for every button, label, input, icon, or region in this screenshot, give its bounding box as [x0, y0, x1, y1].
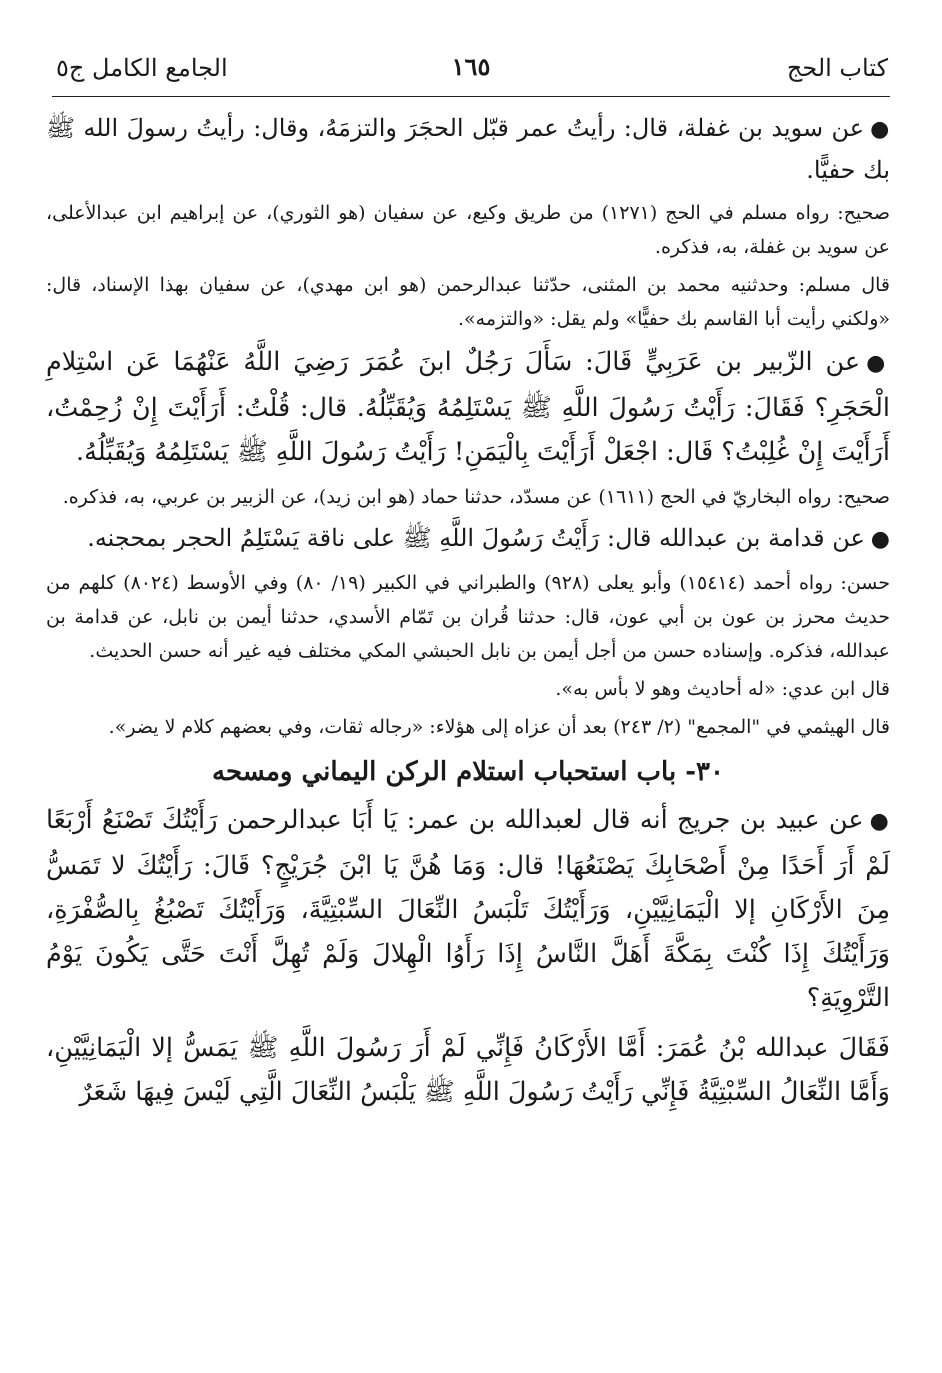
page-number: ١٦٥ [451, 52, 491, 81]
hadith-paragraph [46, 108, 890, 190]
hadith-text: عن سويد بن غفلة، قال: رأيتُ عمر قبّل الحجَرَ والتزمَهُ، وقال: رأيتُ رسولَ الله ﷺ بك حفيًّا. [46, 114, 890, 184]
book-section-title: كتاب الحج [786, 54, 888, 82]
hadith-text: عن الزّبير بن عَرَبِيٍّ قَالَ: سَأَلَ رَجُلٌ ابنَ عُمَرَ رَضِيَ اللَّهُ عَنْهُمَا عَن اسْتِلامِ الْحَجَرِ؟ فَقَالَ: رَأَيْتُ رَسُولَ اللَّهِ ﷺ يَسْتَلِمُهُ وَيُقَبِّلُهُ. قال: قُلْتُ: أَرَأَيْتَ إِنْ زُحِمْتُ، أَرَأَيْتَ إِنْ غُلِبْتُ؟ قَال: اجْعَلْ أَرَأَيْتَ بِالْيَمَنِ! رَأَيْتُ رَسُولَ اللَّهِ ﷺ يَسْتَلِمُهُ وَيُقَبِّلُهُ. [46, 347, 890, 467]
hadith-paragraph [46, 518, 890, 560]
chapter-title: ٣٠- باب استحباب استلام الركن اليماني ومسحه [212, 757, 724, 787]
hadith-text: عن عبيد بن جريج أنه قال لعبدالله بن عمر: يَا أَبَا عبدالرحمن رَأَيْتُكَ تَصْنَعُ أَرْبَعًا لَمْ أَرَ أَحَدًا مِنْ أَصْحَابِكَ يَصْنَعُهَا! قال: وَمَا هُنَّ يَا ابْنَ جُرَيْجٍ؟ قَالَ: رَأَيْتُكَ لا تَمَسُّ مِنَ الأَرْكَانِ إلا الْيَمَانِيَّيْنِ، وَرَأَيْتُكَ تَلْبَسُ النِّعَالَ السِّبْتِيَّةَ، وَرَأَيْتُكَ تَصْبُغُ بِالصُّفْرَةِ، وَرَأَيْتُكَ إِذَا كُنْتَ بِمَكَّةَ أَهَلَّ النَّاسُ إِذَا رَأَوُا الْهِلالَ وَلَمْ تُهِلَّ أَنْتَ حَتَّى يَكُونَ يَوْمُ التَّرْوِيَةِ؟ [46, 805, 890, 1013]
takhrij-note: قال الهيثمي في "المجمع" (٢/ ٢٤٣) بعد أن عزاه إلى هؤلاء: «رجاله ثقات، وفي بعضهم كلام لا يضر». [108, 716, 890, 738]
page-body [46, 108, 890, 1120]
takhrij-note: صحيح: رواه مسلم في الحج (١٢٧١) من طريق وكيع، عن سفيان (هو الثوري)، عن إبراهيم ابن عبدالأعلى، عن سويد بن غفلة، به، فذكره. [46, 202, 890, 258]
hadith-continuation: فَقَالَ عبدالله بْنُ عُمَرَ: أَمَّا الأَرْكَانُ فَإِنِّي لَمْ أَرَ رَسُولَ اللَّهِ ﷺ يَمَسُّ إلا الْيَمَانِيَّيْنِ، وَأَمَّا النِّعَالُ السِّبْتِيَّةُ فَإِنِّي رَأَيْتُ رَسُولَ اللَّهِ ﷺ يَلْبَسُ النِّعَالَ الَّتِي لَيْسَ فِيهَا شَعَرٌ [46, 1033, 890, 1107]
page-header [52, 50, 890, 97]
book-volume-title: الجامع الكامل ج٥ [56, 54, 228, 82]
hadith-text: عن قدامة بن عبدالله قال: رَأَيْتُ رَسُولَ اللَّهِ ﷺ على ناقة يَسْتَلِمُ الحجر بمحجنه. [87, 524, 865, 552]
takhrij-note: صحيح: رواه البخاريّ في الحج (١٦١١) عن مسدّد، حدثنا حماد (هو ابن زيد)، عن الزبير بن عربي، به، فذكره. [62, 486, 890, 508]
bullet-icon: ● [866, 351, 891, 376]
bullet-icon: ● [869, 809, 890, 834]
takhrij-note: قال ابن عدي: «له أحاديث وهو لا بأس به». [555, 678, 890, 700]
takhrij-note: قال مسلم: وحدثنيه محمد بن المثنى، حدّثنا عبدالرحمن (هو ابن مهدي)، عن سفيان بهذا الإسناد، قال: «ولكني رأيت أبا القاسم بك حفيًّا» ولم يقل: «والتزمه». [46, 274, 890, 330]
takhrij-note: حسن: رواه أحمد (١٥٤١٤) وأبو يعلى (٩٢٨) والطبراني في الكبير (١٩/ ٨٠) وفي الأوسط (٨٠٢٤) كلهم من حديث محرز بن عون بن أبي عون، قال: حدثنا قُران بن تَمّام الأسدي، حدثنا أيمن بن نابل، عن قدامة بن عبدالله، فذكره. وإسناده حسن من أجل أيمن بن نابل الحبشي المكي مختلف فيه غير أنه حسن الحديث. [46, 572, 890, 662]
bullet-icon: ● [870, 117, 890, 142]
hadith-paragraph [46, 340, 890, 474]
hadith-paragraph [46, 798, 890, 1020]
bullet-icon: ● [870, 527, 890, 552]
